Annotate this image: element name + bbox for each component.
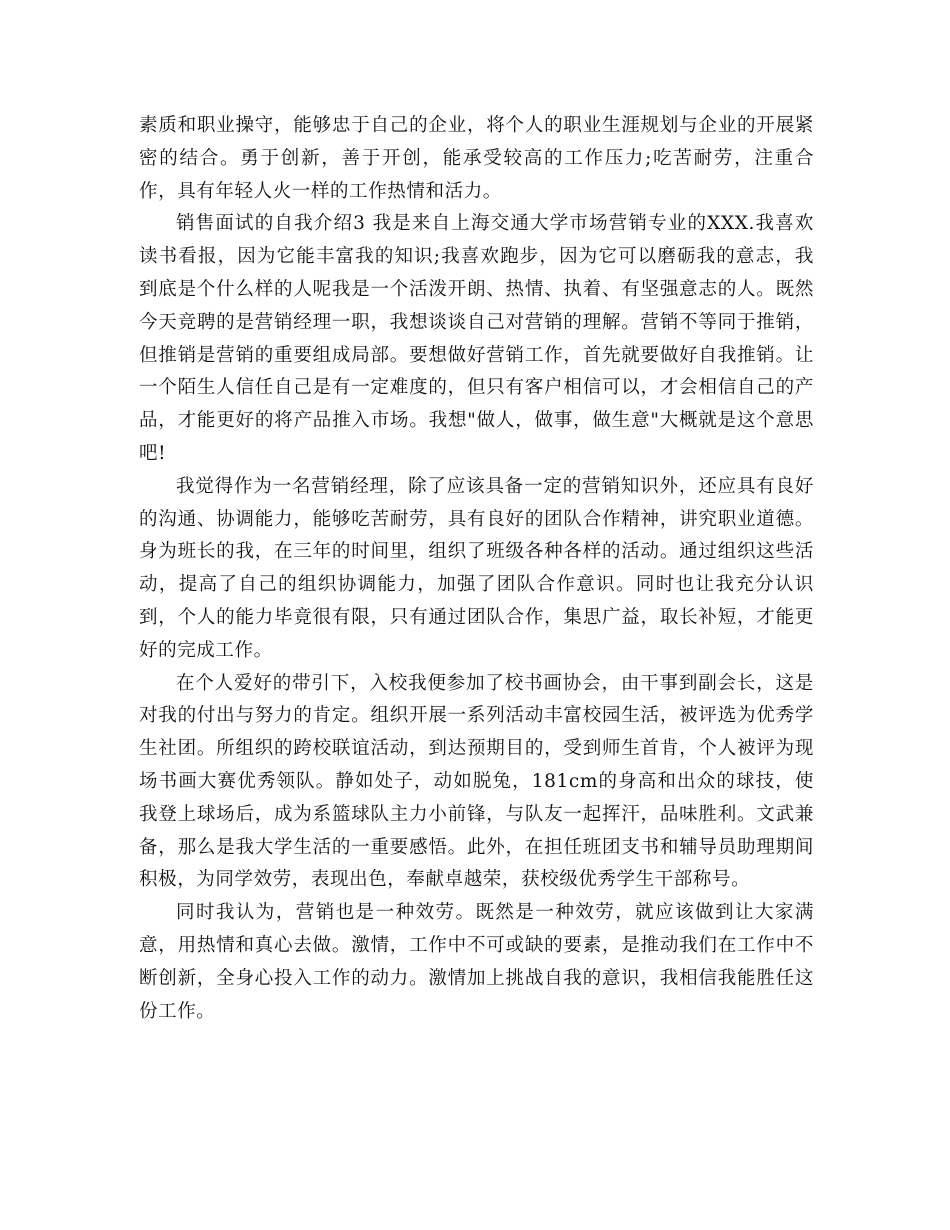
- paragraph-3: 我觉得作为一名营销经理，除了应该具备一定的营销知识外，还应具有良好的沟通、协调能力，能够吃苦耐劳，具有良好的团队合作精神，讲究职业道德。身为班长的我，在三年的时间里，组织了班级各种各样的活动。通过组织这些活动，提高了自己的组织协调能力，加强了团队合作意识。同时也让我充分认识到，个人的能力毕竟很有限，只有通过团队合作，集思广益，取长补短，才能更好的完成工作。: [139, 475, 814, 661]
- paragraph-1: 素质和职业操守，能够忠于自己的企业，将个人的职业生涯规划与企业的开展紧密的结合。勇于创新，善于开创，能承受较高的工作压力;吃苦耐劳，注重合作，具有年轻人火一样的工作热情和活力。: [139, 115, 814, 202]
- paragraph-5: 同时我认为，营销也是一种效劳。既然是一种效劳，就应该做到让大家满意，用热情和真心去做。激情，工作中不可或缺的要素，是推动我们在工作中不断创新，全身心投入工作的动力。激情加上挑战自我的意识，我相信我能胜任这份工作。: [139, 902, 814, 1022]
- paragraph-4: 在个人爱好的带引下，入校我便参加了校书画协会，由干事到副会长，这是对我的付出与努力的肯定。组织开展一系列活动丰富校园生活，被评选为优秀学生社团。所组织的跨校联谊活动，到达预期目的，受到师生首肯，个人被评为现场书画大赛优秀领队。静如处子，动如脱兔，181cm的身高和出众的球技，使我登上球场后，成为系篮球队主力小前锋，与队友一起挥汗，品味胜利。文武兼备，那么是我大学生活的一重要感悟。此外，在担任班团支书和辅导员助理期间积极，为同学效劳，表现出色，奉献卓越荣，获校级优秀学生干部称号。: [139, 672, 814, 891]
- document-body: [139, 110, 814, 1028]
- paragraph-2: 销售面试的自我介绍3 我是来自上海交通大学市场营销专业的XXX.我喜欢读书看报，因为它能丰富我的知识;我喜欢跑步，因为它可以磨砺我的意志，我到底是个什么样的人呢我是一个活泼开朗、热情、执着、有坚强意志的人。既然今天竞聘的是营销经理一职，我想谈谈自己对营销的理解。营销不等同于推销，但推销是营销的重要组成局部。要想做好营销工作，首先就要做好自我推销。让一个陌生人信任自己是有一定难度的，但只有客户相信可以，才会相信自己的产品，才能更好的将产品推入市场。我想"做人，做事，做生意"大概就是这个意思吧!: [139, 213, 814, 464]
